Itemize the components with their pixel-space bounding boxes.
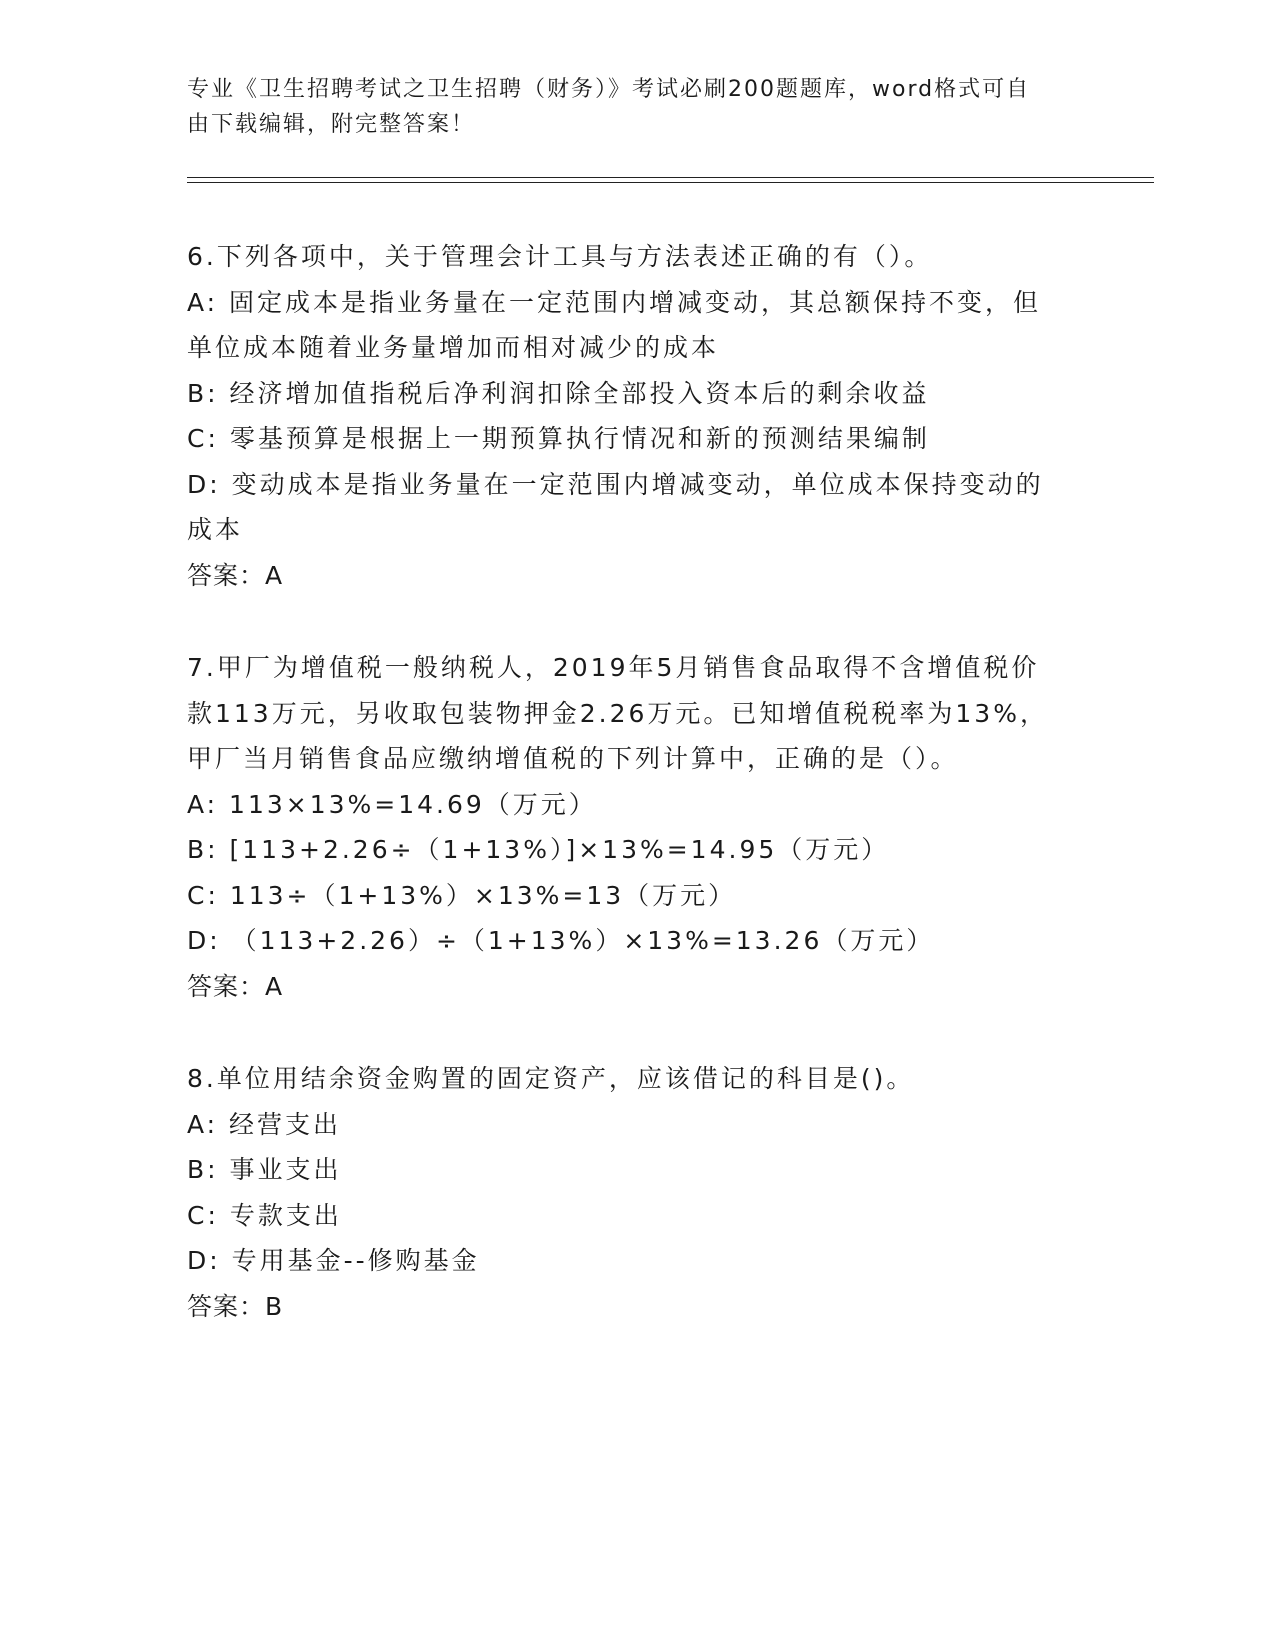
header-divider-bottom — [187, 182, 1154, 183]
header-line-2: 由下载编辑，附完整答案！ — [187, 112, 476, 137]
header-line-1: 专业《卫生招聘考试之卫生招聘（财务）》考试必刷200题题库，word格式可自 — [187, 77, 1031, 102]
document-header — [187, 72, 1067, 142]
option-b: B: [113+2.26÷（1+13%）]×13%=14.95（万元） — [187, 835, 890, 864]
question-stem: 6.下列各项中，关于管理会计工具与方法表述正确的有（）。 — [187, 242, 933, 271]
question-stem: 7.甲厂为增值税一般纳税人，2019年5月销售食品取得不含增值税价 — [187, 653, 1040, 682]
option-c: C: 零基预算是根据上一期预算执行情况和新的预测结果编制 — [187, 424, 930, 453]
question-stem-continued: 款113万元，另收取包装物押金2.26万元。已知增值税税率为13%， — [187, 698, 1048, 728]
option-b: B: 事业支出 — [187, 1155, 342, 1184]
answer-label: 答案：B — [187, 1291, 284, 1321]
question-stem-continued: 甲厂当月销售食品应缴纳增值税的下列计算中，正确的是（）。 — [187, 744, 959, 773]
option-a: A: 经营支出 — [187, 1109, 342, 1139]
option-d-continued: 成本 — [187, 515, 244, 544]
answer-label: 答案：A — [187, 560, 284, 590]
option-a-continued: 单位成本随着业务量增加而相对减少的成本 — [187, 333, 720, 362]
question-8 — [187, 1056, 1087, 1329]
answer-label: 答案：A — [187, 971, 284, 1001]
question-7 — [187, 645, 1087, 1009]
option-b: B: 经济增加值指税后净利润扣除全部投入资本后的剩余收益 — [187, 378, 930, 408]
header-divider-top — [187, 177, 1154, 178]
option-a: A: 固定成本是指业务量在一定范围内增减变动，其总额保持不变，但 — [187, 287, 1042, 317]
option-a: A: 113×13%=14.69（万元） — [187, 789, 597, 819]
option-d: D: 变动成本是指业务量在一定范围内增减变动，单位成本保持变动的 — [187, 469, 1044, 499]
option-d: D: （113+2.26）÷（1+13%）×13%=13.26（万元） — [187, 926, 935, 955]
option-d: D: 专用基金--修购基金 — [187, 1246, 480, 1275]
question-stem: 8.单位用结余资金购置的固定资产，应该借记的科目是()。 — [187, 1064, 915, 1093]
question-6 — [187, 234, 1087, 598]
option-c: C: 113÷（1+13%）×13%=13（万元） — [187, 880, 737, 910]
option-c: C: 专款支出 — [187, 1200, 342, 1230]
